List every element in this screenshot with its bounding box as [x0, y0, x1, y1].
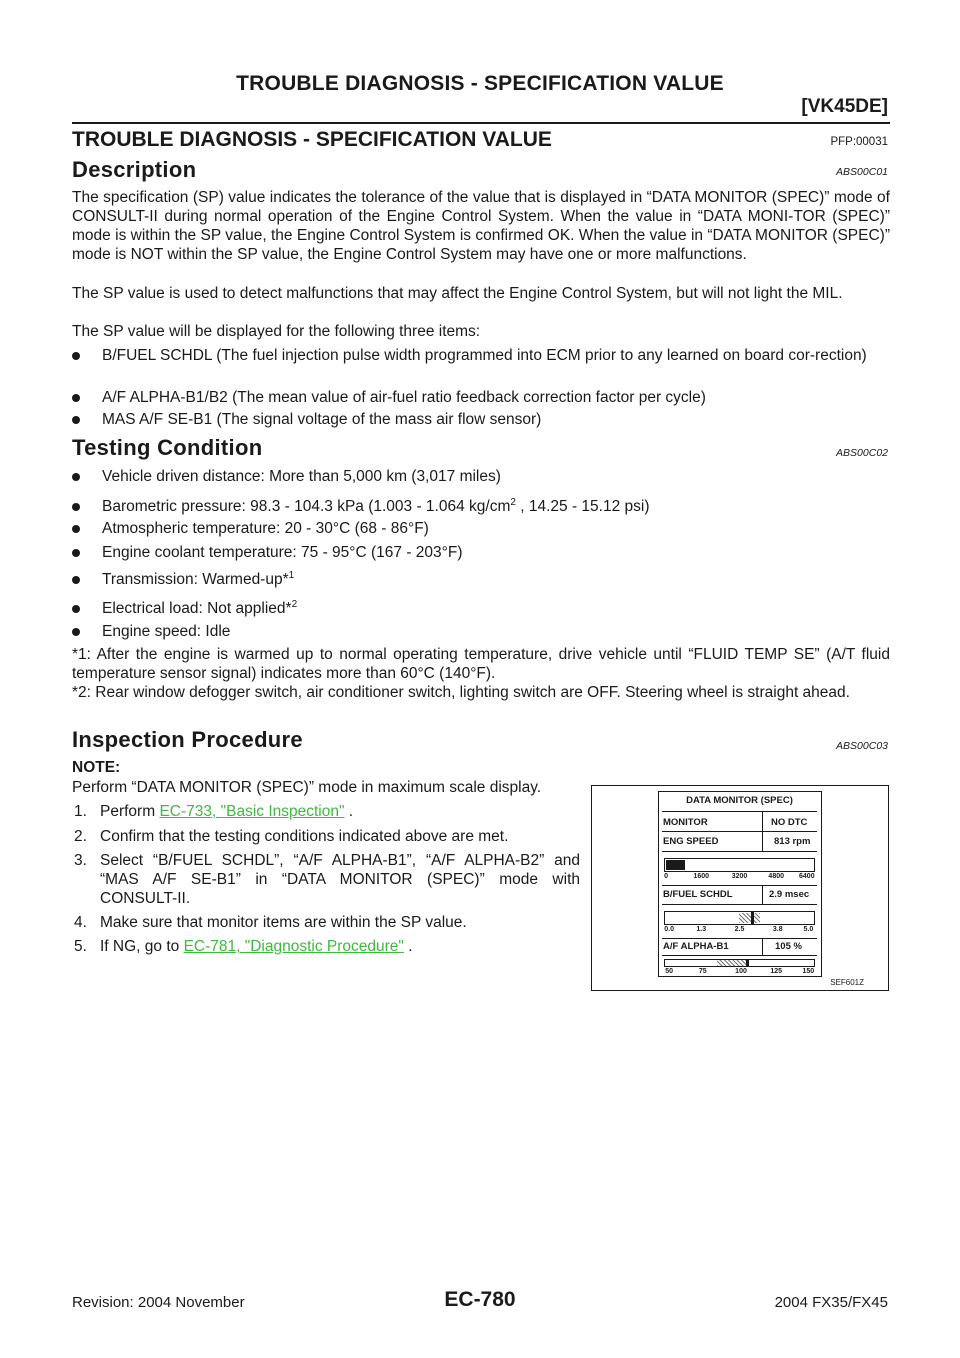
divider [662, 885, 817, 886]
tick-label: 50 [665, 968, 674, 975]
step-2 [72, 827, 580, 846]
model-text: 2004 FX35/FX45 [774, 1294, 888, 1311]
tick-label: 5.0 [803, 926, 814, 933]
bullet-text: Engine coolant temperature: 75 - 95°C (167 - 203°F) [102, 544, 463, 561]
tick-label: 100 [735, 968, 747, 975]
inspection-code: ABS00C03 [836, 740, 888, 752]
divider [662, 851, 817, 852]
step-4 [72, 913, 580, 932]
bullet-dot [72, 525, 80, 533]
tick-label: 6400 [799, 873, 815, 880]
monitor-screen [658, 791, 822, 977]
bullet-dot [72, 394, 80, 402]
step-text-post: . [403, 938, 413, 955]
bullet-text: Atmospheric temperature: 20 - 30°C (68 - 86°F) [102, 520, 429, 537]
tick-label: 1.3 [696, 926, 707, 933]
superscript: 2 [291, 599, 298, 610]
bullet-text-a: Transmission: Warmed-up* [102, 571, 289, 588]
basic-inspection-link[interactable]: EC-733, "Basic Inspection" [159, 803, 345, 820]
af-alpha-value: 105 % [775, 941, 802, 952]
bullet-text: MAS A/F SE-B1 (The signal voltage of the mass air flow sensor) [102, 411, 542, 428]
bullet-text: Engine speed: Idle [102, 623, 231, 640]
fuel-schdl-pointer [751, 912, 754, 924]
step-3 [72, 851, 580, 908]
af-alpha-label: A/F ALPHA-B1 [663, 941, 729, 952]
testing-code: ABS00C02 [836, 447, 888, 459]
bullet-dot [72, 628, 80, 636]
section-code: PFP:00031 [830, 136, 888, 148]
description-paragraph-1: The specification (SP) value indicates the tolerance of the value that is displayed in “DATA MONITOR (SPEC)” mode of CONSULT-II during normal operation of the Engine Control System. When the value in “DATA MONI-TOR (SPEC)” mode is within the SP value, the Engine Control System is confirmed OK. When the value in “DATA MONITOR (SPEC)” mode is NOT within the SP value, the Engine Control System may have one or more malfunctions. [72, 189, 890, 263]
fuel-schdl-sp-range [739, 913, 760, 923]
af-alpha-pointer [746, 959, 749, 967]
description-paragraph-2: The SP value is used to detect malfunctions that may affect the Engine Control System, but will not light the MIL. [72, 285, 843, 302]
running-header-title: TROUBLE DIAGNOSIS - SPECIFICATION VALUE [236, 72, 724, 95]
step-text [100, 802, 580, 821]
eng-speed-fill [666, 860, 685, 870]
description-bullet [72, 410, 890, 429]
bullet-dot [72, 503, 80, 511]
step-5 [72, 937, 580, 956]
divider [662, 904, 817, 905]
tick-label: 1600 [693, 873, 710, 880]
bullet-text-a: Barometric pressure: 98.3 - 104.3 kPa (1.003 - 1.064 kg/cm [102, 498, 511, 515]
note-text-body: Perform “DATA MONITOR (SPEC)” mode in maximum scale display. [72, 779, 542, 796]
bullet-text: A/F ALPHA-B1/B2 (The mean value of air-fuel ratio feedback correction factor per cycle) [102, 389, 706, 406]
step-number: 3. [74, 852, 87, 869]
tick-label: 0.0 [664, 926, 674, 933]
engine-code: [VK45DE] [801, 96, 888, 117]
testing-bullet [72, 543, 890, 562]
bullet-text: B/FUEL SCHDL (The fuel injection pulse width programmed into ECM prior to any learned on board cor-rection) [102, 347, 867, 364]
step-text-pre: If NG, go to [100, 938, 184, 955]
divider [762, 811, 763, 851]
monitor-title: DATA MONITOR (SPEC) [686, 795, 793, 806]
bullet-text-a: Electrical load: Not applied* [102, 600, 292, 617]
tick-label: 150 [802, 968, 815, 975]
divider [762, 885, 763, 904]
section-title-text: TROUBLE DIAGNOSIS - SPECIFICATION VALUE [72, 128, 552, 151]
superscript: 2 [510, 497, 516, 508]
divider [662, 938, 817, 939]
description-paragraph-3: The SP value will be displayed for the following three items: [72, 323, 481, 340]
step-1 [72, 802, 580, 821]
testing-bullet [72, 467, 890, 486]
step-text: Select “B/FUEL SCHDL”, “A/F ALPHA-B1”, “A/F ALPHA-B2” and “MAS A/F SE-B1” in “DATA MONITOR (SPEC)” mode with CONSULT-II. [100, 852, 580, 907]
divider [762, 938, 763, 955]
eng-speed-gauge [664, 858, 815, 872]
bullet-text [102, 570, 890, 589]
testing-bullet [72, 497, 890, 516]
description-heading: Description [72, 157, 197, 182]
divider [662, 831, 817, 832]
testing-bullet [72, 599, 890, 618]
bullet-dot [72, 473, 80, 481]
description-bullet [72, 388, 890, 407]
step-text-pre: Perform [100, 803, 160, 820]
step-text: Confirm that the testing conditions indicated above are met. [100, 828, 509, 845]
af-alpha-gauge [664, 959, 815, 967]
fuel-schdl-value: 2.9 msec [769, 889, 810, 900]
testing-bullet [72, 519, 890, 538]
note-label: NOTE: [72, 759, 121, 776]
note-text [72, 778, 592, 797]
tick-label: 125 [770, 968, 783, 975]
description-code: ABS00C01 [836, 166, 888, 178]
figure-id: SEF601Z [830, 978, 864, 987]
tick-label: 75 [698, 968, 707, 975]
footnote-2: *2: Rear window defogger switch, air conditioner switch, lighting switch are OFF. Steering wheel is straight ahead. [72, 684, 850, 701]
step-number: 1. [74, 803, 87, 820]
step-text [100, 937, 580, 956]
bullet-text [102, 497, 890, 516]
testing-bullet [72, 570, 890, 589]
header-rule [72, 122, 890, 124]
fuel-schdl-gauge [664, 911, 815, 925]
dtc-status: NO DTC [771, 817, 808, 828]
revision-text: Revision: 2004 November [72, 1294, 245, 1311]
tick-label: 0 [664, 873, 668, 880]
step-number: 5. [74, 938, 87, 955]
bullet-text [102, 599, 890, 618]
tick-label: 4800 [768, 873, 785, 880]
bullet-dot [72, 605, 80, 613]
fuel-schdl-label: B/FUEL SCHDL [663, 889, 733, 900]
bullet-dot [72, 352, 80, 360]
bullet-text: Vehicle driven distance: More than 5,000 km (3,017 miles) [102, 468, 501, 485]
eng-speed-label: ENG SPEED [663, 836, 719, 847]
testing-heading: Testing Condition [72, 435, 263, 460]
section-title [72, 128, 890, 152]
footnote-1: *1: After the engine is warmed up to normal operating temperature, drive vehicle until “FLUID TEMP SE” (A/T fluid temperature sensor signal) indicates more than 60°C (140°F). [72, 646, 890, 682]
step-number: 4. [74, 914, 87, 931]
tick-label: 2.5 [734, 926, 745, 933]
description-bullet [72, 346, 890, 365]
step-number: 2. [74, 828, 87, 845]
step-text-post: . [344, 803, 354, 820]
tick-label: 3200 [731, 873, 748, 880]
af-alpha-sp-range [717, 960, 747, 966]
tick-label: 3.8 [772, 926, 783, 933]
divider [662, 811, 817, 812]
inspection-heading: Inspection Procedure [72, 727, 303, 752]
divider [662, 955, 817, 956]
testing-bullet [72, 622, 890, 641]
eng-speed-value: 813 rpm [774, 836, 811, 847]
superscript: 1 [288, 570, 295, 581]
bullet-dot [72, 549, 80, 557]
bullet-text-b: , 14.25 - 15.12 psi) [515, 498, 650, 515]
bullet-dot [72, 416, 80, 424]
page-number: EC-780 [444, 1288, 516, 1311]
data-monitor-figure [591, 785, 889, 991]
bullet-dot [72, 576, 80, 584]
diagnostic-procedure-link[interactable]: EC-781, "Diagnostic Procedure" [183, 938, 404, 955]
monitor-column-label: MONITOR [663, 817, 708, 828]
step-text: Make sure that monitor items are within the SP value. [100, 914, 467, 931]
